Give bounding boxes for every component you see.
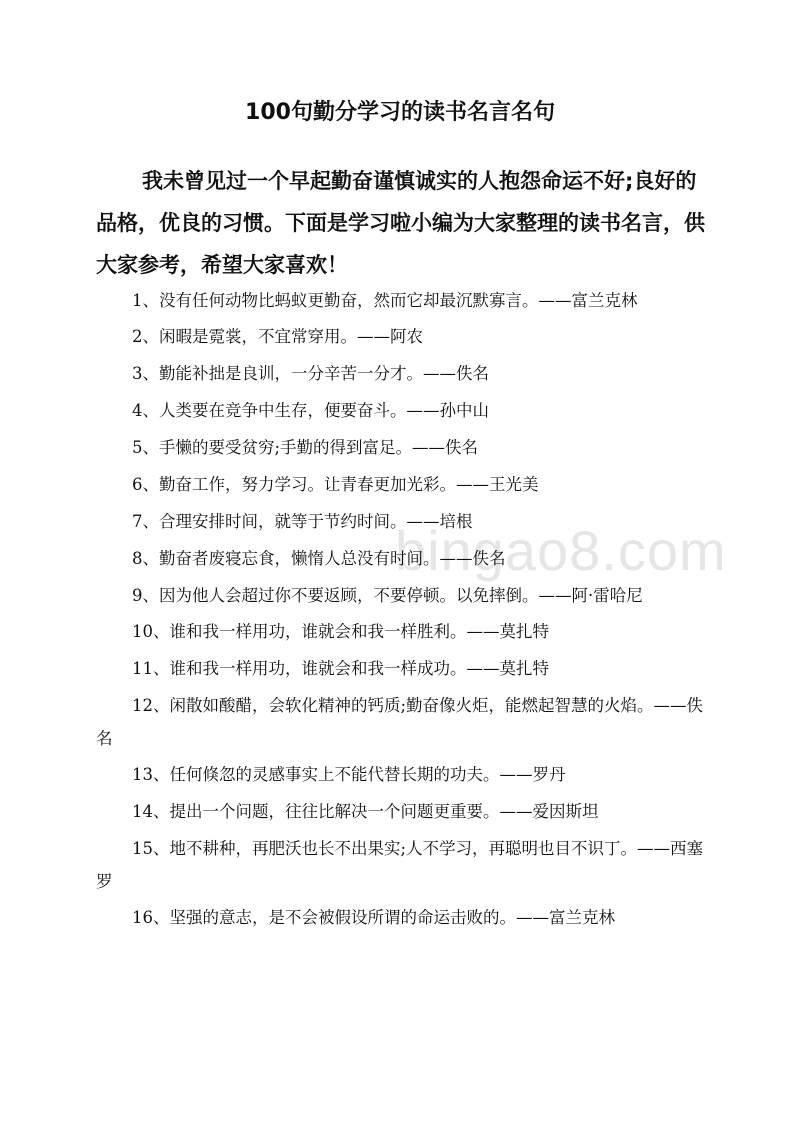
quote-item: 11、谁和我一样用功，谁就会和我一样成功。——莫扎特 (132, 659, 549, 678)
quote-item: 9、因为他人会超过你不要返顾，不要停顿。以免摔倒。——阿·雷哈尼 (132, 586, 643, 605)
quote-item: 12、闲散如酸醋，会软化精神的钙质;勤奋像火炬，能燃起智慧的火焰。——佚名 (96, 696, 704, 748)
intro-paragraph: 我未曾见过一个早起勤奋谨慎诚实的人抱怨命运不好;良好的品格，优良的习惯。下面是学习啦小编为大家整理的读书名言，供大家参考，希望大家喜欢！ (96, 169, 705, 277)
quote-item: 1、没有任何动物比蚂蚁更勤奋，然而它却最沉默寡言。——富兰克林 (132, 291, 638, 310)
quote-item: 5、手懒的要受贫穷;手勤的得到富足。——佚名 (132, 438, 479, 457)
quote-item: 7、合理安排时间，就等于节约时间。——培根 (132, 512, 473, 531)
page-title: 100句勤分学习的读书名言名句 (245, 100, 555, 125)
quote-item: 6、勤奋工作，努力学习。让青春更加光彩。——王光美 (132, 475, 539, 494)
quote-item: 16、坚强的意志，是不会被假设所谓的命运击败的。——富兰克林 (132, 908, 615, 927)
quote-item: 3、勤能补拙是良训，一分辛苦一分才。——佚名 (132, 364, 489, 383)
watermark: bingao8.com (395, 519, 727, 582)
quote-item: 15、地不耕种，再肥沃也长不出果实;人不学习，再聪明也目不识丁。——西塞罗 (96, 839, 704, 891)
quote-item: 8、勤奋者废寝忘食，懒惰人总没有时间。——佚名 (132, 549, 506, 568)
quote-item: 14、提出一个问题，往往比解决一个问题更重要。——爱因斯坦 (132, 802, 599, 821)
quote-item: 13、任何倏忽的灵感事实上不能代替长期的功夫。——罗丹 (132, 765, 566, 784)
quote-item: 4、人类要在竞争中生存，便要奋斗。——孙中山 (132, 401, 489, 420)
quote-list (96, 284, 708, 938)
quote-item: 10、谁和我一样用功，谁就会和我一样胜利。——莫扎特 (132, 622, 549, 641)
quote-item: 2、闲暇是霓裳，不宜常穿用。——阿农 (132, 327, 423, 346)
